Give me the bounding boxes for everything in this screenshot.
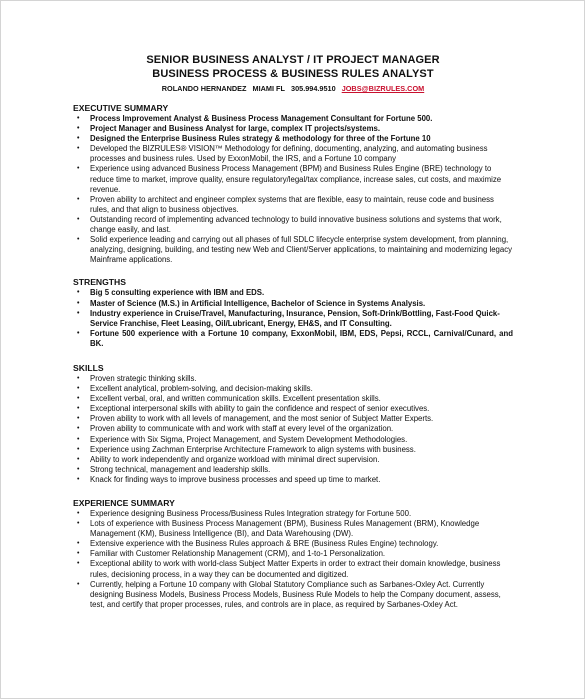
resume-title-line-1: SENIOR BUSINESS ANALYST / IT PROJECT MANAGER — [146, 54, 440, 66]
strengths-heading: STRENGTHS — [73, 277, 126, 288]
experience-summary-heading: EXPERIENCE SUMMARY — [73, 498, 175, 508]
list-item — [73, 404, 513, 414]
list-item-text: Strong technical, management and leadership skills. — [90, 464, 271, 474]
bullet-icon: • — [77, 236, 80, 244]
candidate-name: ROLANDO HERNANDEZ — [161, 84, 247, 93]
candidate-location: MIAMI FL — [252, 84, 285, 93]
candidate-phone: 305.994.9510 — [291, 84, 336, 93]
bullet-icon: • — [77, 455, 80, 463]
bullet-icon: • — [77, 435, 80, 443]
list-item-text: Experience using Zachman Enterprise Architecture Framework to align systems with business. — [90, 444, 416, 454]
experience-summary-list — [73, 509, 513, 610]
list-item — [73, 539, 513, 549]
list-item — [73, 164, 513, 194]
bullet-icon: • — [77, 165, 80, 173]
list-item — [73, 435, 513, 445]
list-item — [73, 195, 513, 215]
strengths-list — [73, 288, 513, 349]
list-item — [73, 559, 513, 579]
bullet-icon: • — [77, 385, 80, 393]
bullet-icon: • — [77, 195, 80, 203]
list-item-text: Experience using advanced Business Process Management (BPM) and Business Rules Engine (BRE) technology to reduce time to market, improve quality, ensure regulatory/legal/tax compliance, increase sales, cut costs, and maximize revenue. — [90, 164, 502, 194]
bullet-icon: • — [77, 445, 80, 453]
bullet-icon: • — [77, 309, 80, 317]
list-item-text: Proven ability to work with all levels of management, and the most senior of Subject Matter Experts. — [90, 414, 434, 424]
list-item-text: Project Manager and Business Analyst for large, complex IT projects/systems. — [90, 124, 381, 134]
list-item-text: Extensive experience with the Business Rules approach & BRE (Business Rules Engine) technology. — [90, 539, 439, 549]
bullet-icon: • — [77, 145, 80, 153]
list-item — [73, 509, 513, 519]
list-item-text: Excellent verbal, oral, and written communication skills. Excellent presentation skills. — [90, 394, 381, 404]
list-item — [73, 114, 513, 124]
list-item — [73, 124, 513, 134]
list-item-text: Lots of experience with Business Process Management (BPM), Business Rules Management (BRM), Knowledge Management (KM), Business Intelligence (BI), and Data Warehousing (DW). — [90, 519, 480, 539]
bullet-icon: • — [77, 405, 80, 413]
bullet-icon: • — [77, 395, 80, 403]
list-item — [73, 235, 513, 265]
list-item — [73, 329, 513, 349]
skills-heading: SKILLS — [73, 362, 104, 373]
bullet-icon: • — [77, 289, 80, 297]
list-item-text: Exceptional ability to work with world-class Subject Matter Experts in order to extract their domain knowledge, business rules, decisioning process, in a way they can be documented and digitized. — [90, 559, 501, 579]
list-item — [73, 455, 513, 465]
bullet-icon: • — [77, 125, 80, 133]
bullet-icon: • — [77, 425, 80, 433]
list-item — [73, 465, 513, 475]
executive-summary-heading: EXECUTIVE SUMMARY — [73, 103, 169, 113]
bullet-icon: • — [77, 580, 80, 588]
list-item — [73, 288, 513, 298]
list-item-text: Outstanding record of implementing advanced technology to build innovative business solutions and systems that work, change easily, and last. — [90, 214, 502, 235]
bullet-icon: • — [77, 329, 80, 337]
bullet-icon: • — [77, 475, 80, 483]
bullet-icon: • — [77, 540, 80, 548]
list-item-text: Developed the BIZRULES® VISION™ Methodology for defining, documenting, analyzing, and automating business processes and business rules. Used by ExxonMobil, the IRS, and a Fortune 10 company — [90, 144, 488, 164]
bullet-icon: • — [77, 550, 80, 558]
bullet-icon: • — [77, 520, 80, 528]
list-item-text: Familiar with Customer Relationship Management (CRM), and 1-to-1 Personalization. — [90, 549, 386, 559]
list-item-text: Industry experience in Cruise/Travel, Manufacturing, Insurance, Pension, Soft-Drink/Bottling, Fast-Food Quick-Service Franchise, Fleet Leasing, Oil/Lubricant, Energy, EH&S, and IT Consulting. — [90, 308, 500, 328]
bullet-icon: • — [77, 560, 80, 568]
candidate-email-link[interactable]: JOBS@BIZRULES.COM — [341, 84, 425, 93]
list-item-text: Knack for finding ways to improve business processes and speed up time to market. — [90, 474, 381, 484]
list-item-text: Proven ability to architect and engineer complex systems that are flexible, easy to maintain, reuse code and business rules, and that align to business objectives. — [90, 194, 494, 214]
resume-title-line-2: BUSINESS PROCESS & BUSINESS RULES ANALYST — [152, 68, 434, 80]
list-item — [73, 374, 513, 384]
list-item-text: Designed the Enterprise Business Rules strategy & methodology for three of the Fortune 10 — [90, 134, 431, 144]
contact-line — [73, 83, 513, 94]
list-item — [73, 445, 513, 455]
list-item — [73, 414, 513, 424]
bullet-icon: • — [77, 115, 80, 122]
list-item-text: Fortune 500 experience with a Fortune 10 company, ExxonMobil, IBM, EDS, Pepsi, RCCL, Carnival/Cunard, and BK. — [90, 328, 513, 348]
list-item — [73, 424, 513, 434]
bullet-icon: • — [77, 415, 80, 423]
list-item — [73, 580, 513, 610]
list-item-text: Experience with Six Sigma, Project Management, and System Development Methodologies. — [90, 434, 408, 444]
list-item-text: Solid experience leading and carrying out all phases of full SDLC lifecycle enterprise system development, from planning, analyzing, designing, building, and testing new Web and Client/Server applications, to maintaining and modernizing legacy Mainframe applications. — [90, 235, 513, 265]
bullet-icon: • — [77, 465, 80, 473]
list-item — [73, 394, 513, 404]
list-item — [73, 519, 513, 539]
bullet-icon: • — [77, 510, 80, 517]
list-item-text: Currently, helping a Fortune 10 company with Global Statutory Compliance such as Sarbanes-Oxley Act. Currently designing Business Models, Business Process Models, Business Rule Models to help the Company document, assess, test, and certify that proper processes, rules, and controls are in place, as required by Sarbanes-Oxley Act. — [90, 579, 501, 609]
list-item-text: Ability to work independently and organize workload with minimal direct supervision. — [90, 454, 380, 464]
list-item — [73, 299, 513, 309]
list-item-text: Process Improvement Analyst & Business Process Management Consultant for Fortune 500. — [90, 114, 433, 123]
bullet-icon: • — [77, 374, 80, 382]
list-item — [73, 134, 513, 144]
bullet-icon: • — [77, 135, 80, 143]
executive-summary-list — [73, 114, 513, 265]
bullet-icon: • — [77, 215, 80, 223]
list-item — [73, 215, 513, 235]
list-item-text: Big 5 consulting experience with IBM and EDS. — [90, 288, 265, 298]
bullet-icon: • — [77, 299, 80, 307]
resume-content — [73, 53, 513, 610]
list-item-text: Exceptional interpersonal skills with ability to gain the confidence and respect of senior executives. — [90, 404, 430, 414]
list-item-text: Master of Science (M.S.) in Artificial Intelligence, Bachelor of Science in Systems Analysis. — [90, 298, 426, 308]
list-item — [73, 144, 513, 164]
list-item-text: Proven ability to communicate with and work with staff at every level of the organization. — [90, 424, 394, 434]
list-item — [73, 384, 513, 394]
list-item — [73, 309, 513, 329]
list-item — [73, 475, 513, 485]
list-item-text: Excellent analytical, problem-solving, and decision-making skills. — [90, 384, 313, 394]
list-item-text: Proven strategic thinking skills. — [90, 373, 197, 383]
list-item-text: Experience designing Business Process/Business Rules Integration strategy for Fortune 500. — [90, 509, 412, 518]
list-item — [73, 549, 513, 559]
skills-list — [73, 374, 513, 485]
